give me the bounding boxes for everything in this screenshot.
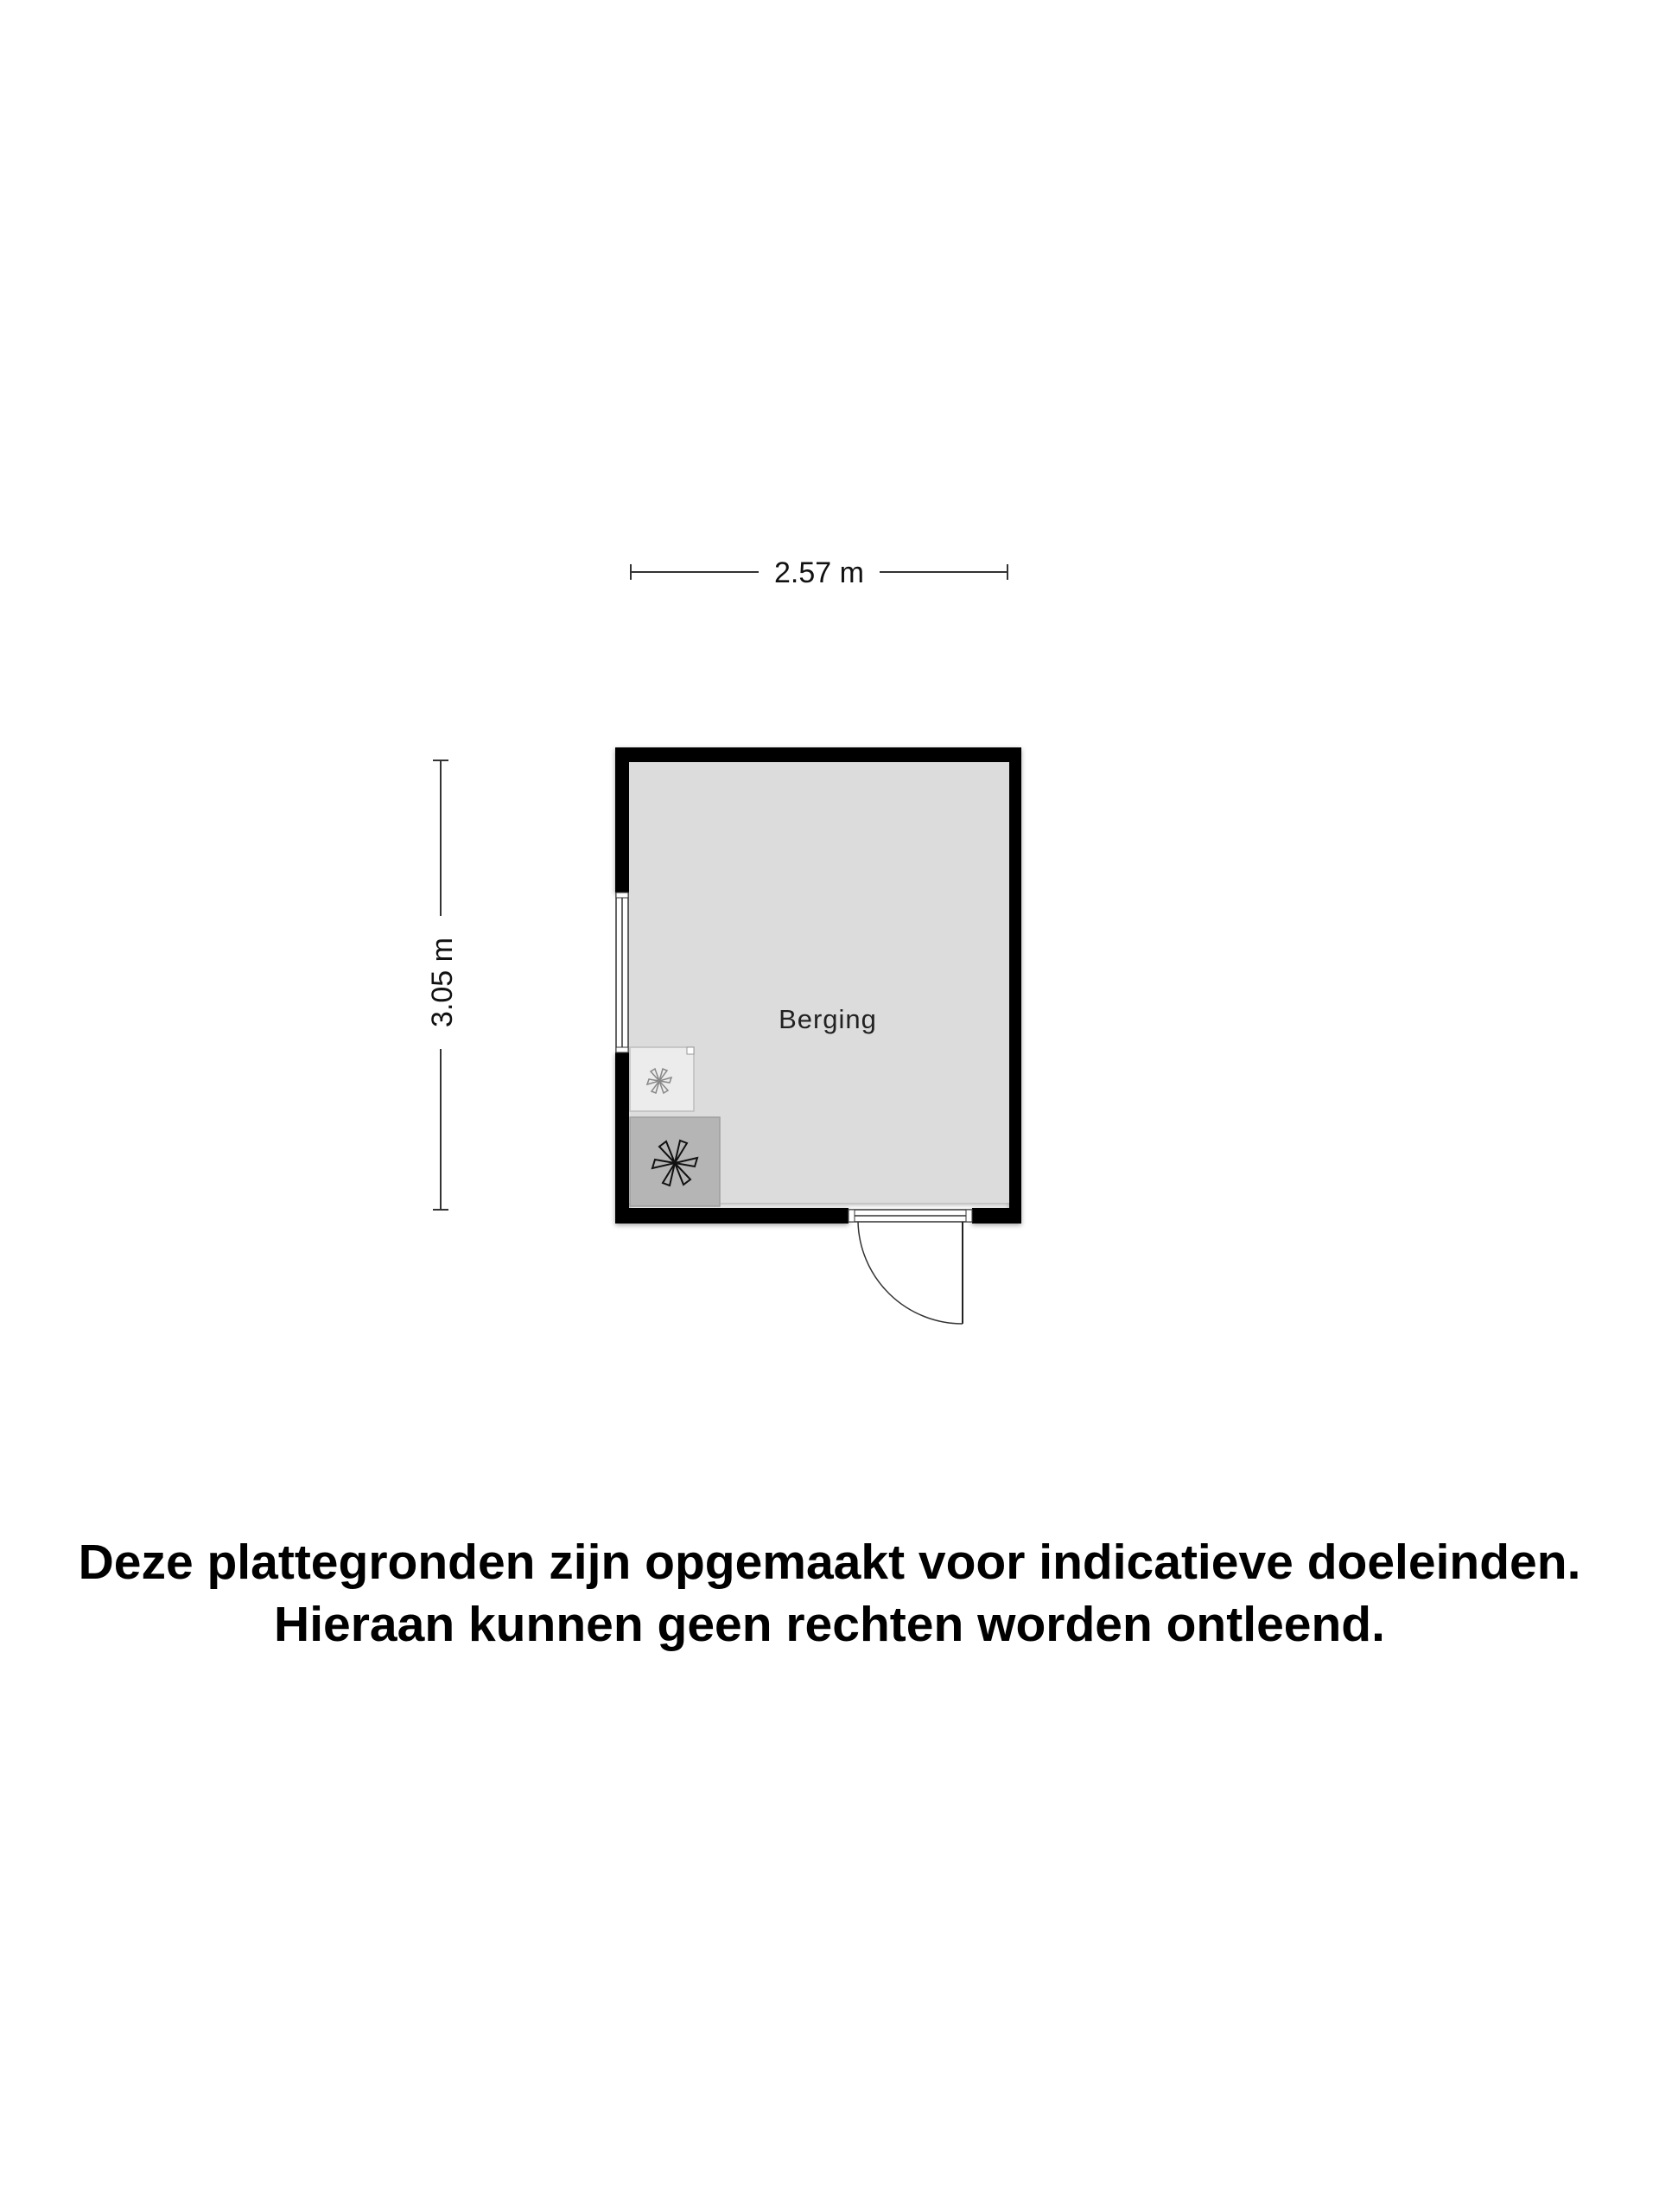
wall-left-upper xyxy=(615,747,629,893)
width-dimension xyxy=(631,556,1007,589)
wall-top xyxy=(615,747,1021,762)
disclaimer xyxy=(0,1531,1659,1656)
height-label: 3.05 m xyxy=(426,938,459,1027)
width-label: 2.57 m xyxy=(774,556,864,589)
door-swing xyxy=(858,1222,963,1324)
dryer-appliance xyxy=(630,1047,694,1111)
height-dimension xyxy=(426,760,459,1210)
wall-bottom-right xyxy=(972,1208,1021,1224)
room-label: Berging xyxy=(779,1004,877,1034)
disclaimer-line-2: Hieraan kunnen geen rechten worden ontleend. xyxy=(274,1597,1385,1652)
wall-left-lower xyxy=(615,1052,629,1224)
washing-machine-appliance xyxy=(630,1117,720,1206)
wall-bottom-left xyxy=(615,1208,849,1224)
door xyxy=(849,1210,972,1324)
window-left xyxy=(616,893,628,1052)
disclaimer-line-1: Deze plattegronden zijn opgemaakt voor indicatieve doeleinden. xyxy=(78,1535,1581,1590)
wall-right xyxy=(1009,747,1021,1224)
